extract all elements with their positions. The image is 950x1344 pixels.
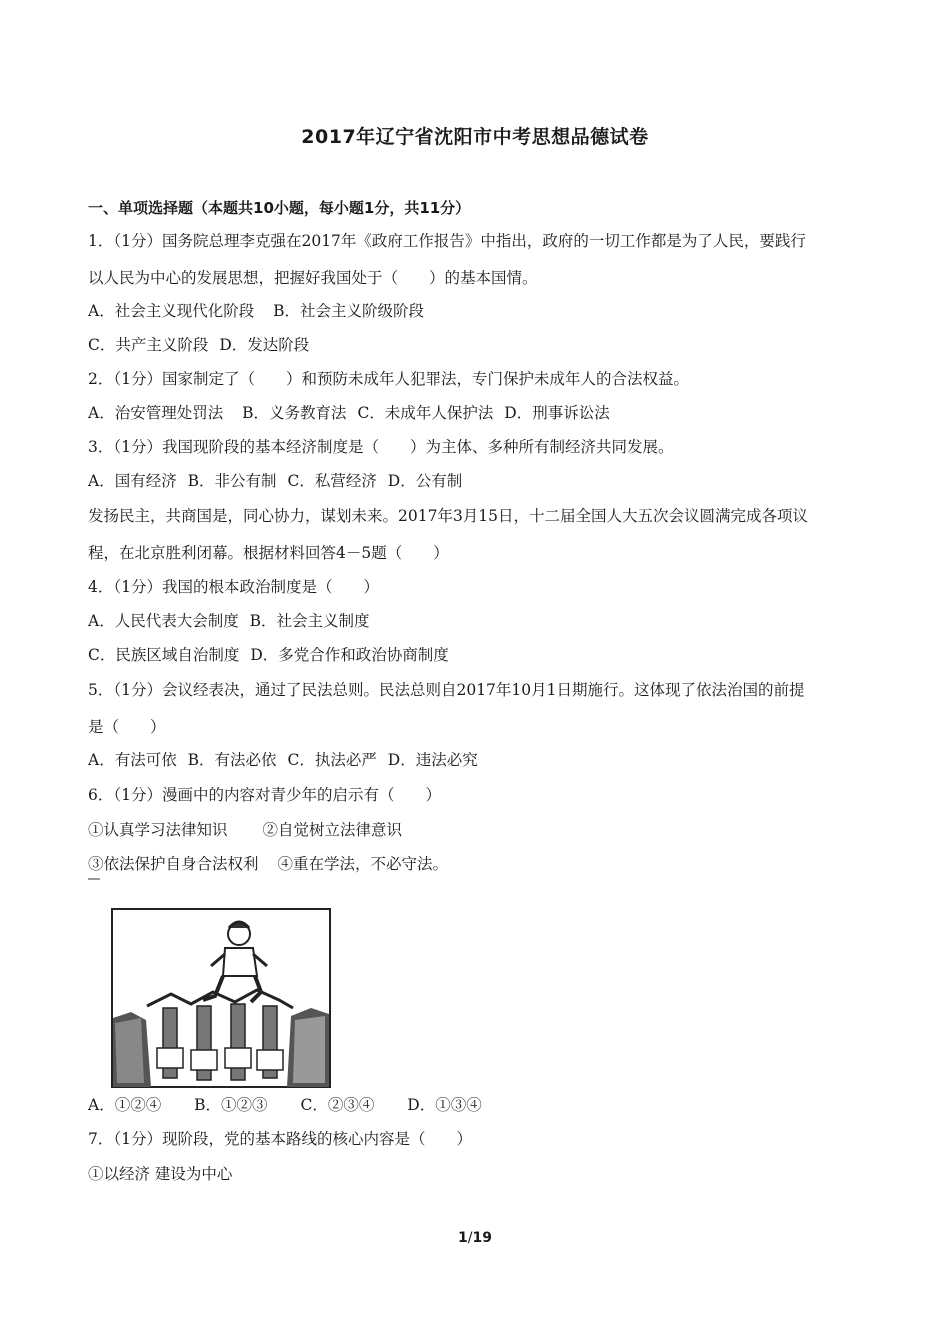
q1-stem-line1: 1．（1分）国务院总理李克强在2017年《政府工作报告》中指出，政府的一切工作都是为了人民，要践行 bbox=[88, 232, 806, 250]
q2-stem: 2．（1分）国家制定了（ ）和预防未成年人犯罪法，专门保护未成年人的合法权益。 bbox=[88, 370, 689, 388]
q6-items-row1 bbox=[88, 820, 878, 840]
page-number bbox=[0, 1230, 950, 1246]
q1-stem-line2: 以人民为中心的发展思想，把握好我国处于（ ）的基本国情。 bbox=[88, 269, 538, 287]
q3-option-d: D．公有制 bbox=[387, 472, 463, 490]
page-title: 2017年辽宁省沈阳市中考思想品德试卷 bbox=[301, 126, 649, 148]
q2-option-d: D．刑事诉讼法 bbox=[504, 404, 610, 422]
q6-options bbox=[88, 1095, 878, 1115]
q1-option-d: D．发达阶段 bbox=[219, 336, 310, 354]
q1-options-row2 bbox=[88, 335, 878, 355]
q6-option-a: A．①②④ bbox=[88, 1096, 162, 1114]
q2-options bbox=[88, 403, 878, 423]
q3-options bbox=[88, 471, 878, 491]
cartoon-illustration bbox=[111, 908, 331, 1088]
q6-item-1: ①认真学习法律知识 bbox=[88, 821, 228, 839]
section-heading: 一、单项选择题（本题共10小题，每小题1分，共11分） bbox=[88, 199, 471, 217]
q5-option-c: C．执法必严 bbox=[287, 751, 377, 769]
material-line2: 程，在北京胜利闭幕。根据材料回答4－5题（ ） bbox=[88, 544, 449, 562]
q1-options-row1 bbox=[88, 301, 878, 321]
q5-option-a: A．有法可依 bbox=[88, 751, 177, 769]
q2-option-a: A．治安管理处罚法 bbox=[88, 404, 224, 422]
page-separator: / bbox=[467, 1230, 473, 1246]
q7-item-1: ①以经济 建设为中心 bbox=[88, 1165, 233, 1183]
q2-option-b: B．义务教育法 bbox=[242, 404, 347, 422]
q3-option-a: A．国有经济 bbox=[88, 472, 177, 490]
q3-stem: 3．（1分）我国现阶段的基本经济制度是（ ）为主体、多种所有制经济共同发展。 bbox=[88, 438, 674, 456]
q6-item-3: ③依法保护自身合法权利 bbox=[88, 855, 259, 873]
q1-option-c: C．共产主义阶段 bbox=[88, 336, 209, 354]
q5-option-d: D．违法必究 bbox=[387, 751, 478, 769]
q1-option-a: A．社会主义现代化阶段 bbox=[88, 302, 255, 320]
q6-option-c: C．②③④ bbox=[300, 1096, 375, 1114]
q4-option-c: C．民族区域自治制度 bbox=[88, 646, 240, 664]
q6-item-2: ②自觉树立法律意识 bbox=[262, 821, 402, 839]
q1-option-b: B．社会主义阶级阶段 bbox=[273, 302, 425, 320]
q6-items-row2 bbox=[88, 854, 878, 874]
q4-option-b: B．社会主义制度 bbox=[249, 612, 370, 630]
q3-option-b: B．非公有制 bbox=[187, 472, 277, 490]
q5-stem-line1: 5．（1分）会议经表决，通过了民法总则。民法总则自2017年10月1日期施行。这体现了依法治国的前提 bbox=[88, 681, 805, 699]
q6-item-4: ④重在学法，不必守法。 bbox=[277, 855, 448, 873]
paragraph-mark bbox=[88, 878, 100, 880]
q7-stem: 7．（1分）现阶段，党的基本路线的核心内容是（ ） bbox=[88, 1130, 472, 1148]
page-total: 19 bbox=[472, 1230, 492, 1246]
q6-option-d: D．①③④ bbox=[407, 1096, 482, 1114]
q5-option-b: B．有法必依 bbox=[187, 751, 277, 769]
q4-options-row1 bbox=[88, 611, 878, 631]
q5-stem-line2: 是（ ） bbox=[88, 718, 166, 736]
q5-options bbox=[88, 750, 878, 770]
material-line1: 发扬民主，共商国是，同心协力，谋划未来。2017年3月15日，十二届全国人大五次会议圆满完成各项议 bbox=[88, 507, 809, 525]
q4-stem: 4．（1分）我国的根本政治制度是（ ） bbox=[88, 578, 379, 596]
q4-option-d: D．多党合作和政治协商制度 bbox=[250, 646, 449, 664]
q4-options-row2 bbox=[88, 645, 878, 665]
q4-option-a: A．人民代表大会制度 bbox=[88, 612, 239, 630]
q2-option-c: C．未成年人保护法 bbox=[357, 404, 494, 422]
q6-option-b: B．①②③ bbox=[194, 1096, 268, 1114]
q3-option-c: C．私营经济 bbox=[287, 472, 377, 490]
q6-stem: 6．（1分）漫画中的内容对青少年的启示有（ ） bbox=[88, 786, 441, 804]
page-current: 1 bbox=[458, 1230, 468, 1246]
